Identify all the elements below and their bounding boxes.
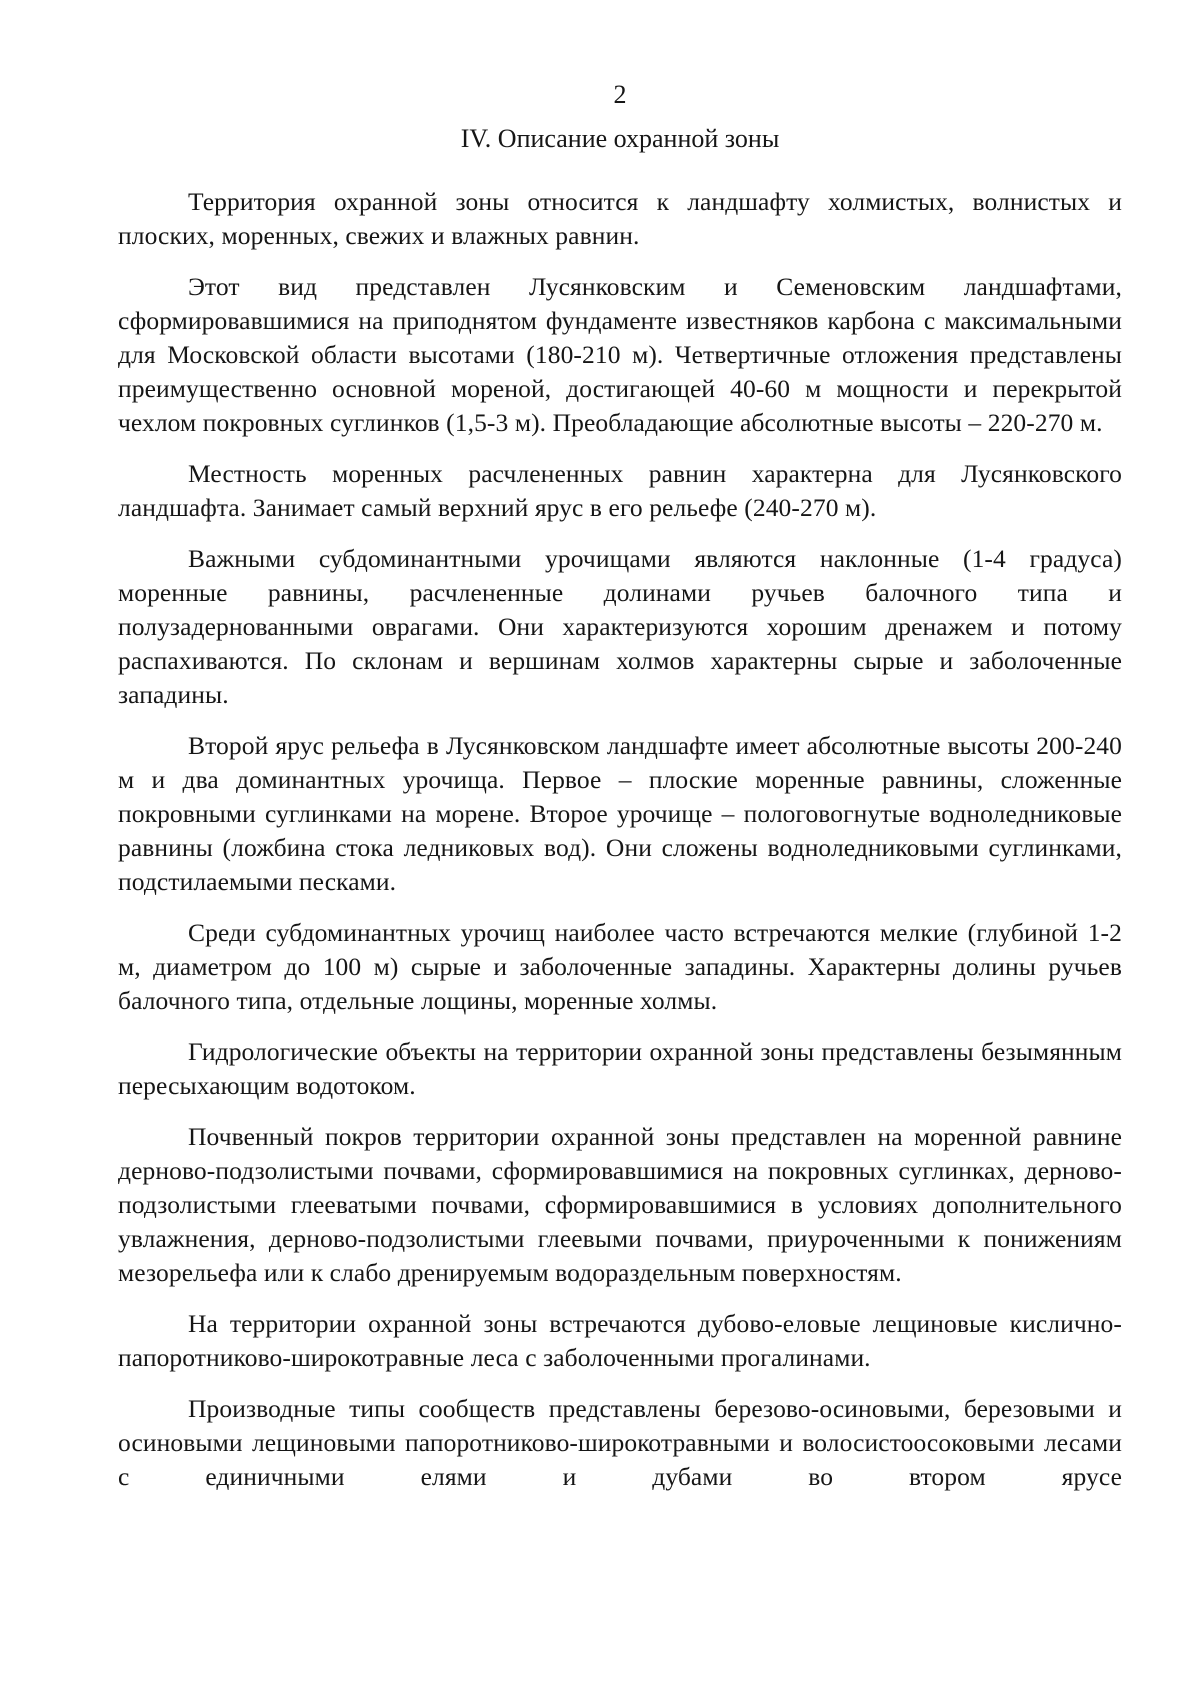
paragraph: На территории охранной зоны встречаются дубово-еловые лещиновые кислично-папоротниково-широкотравные леса с заболоченными прогалинами.: [118, 1309, 1122, 1372]
paragraph: Местность моренных расчлененных равнин характерна для Лусянковского ландшафта. Занимает самый верхний ярус в его рельефе (240-270 м).: [118, 459, 1122, 522]
paragraph: Гидрологические объекты на территории охранной зоны представлены безымянным пересыхающим водотоком.: [118, 1037, 1122, 1100]
paragraph: Этот вид представлен Лусянковским и Семеновским ландшафтами, сформировавшимися на приподнятом фундаменте известняков карбона с максимальными для Московской области высотами (180-210 м). Четвертичные отложения представлены преимущественно основной мореной, достигающей 40-60 м мощности и перекрытой чехлом покровных суглинков (1,5-3 м). Преобладающие абсолютные высоты – 220-270 м.: [118, 272, 1122, 437]
body-text: [118, 185, 1122, 1494]
paragraph: Почвенный покров территории охранной зоны представлен на моренной равнине дерново-подзолистыми почвами, сформировавшимися на покровных суглинках, дерново-подзолистыми глееватыми почвами, сформировавшимися в условиях дополнительного увлажнения, дерново-подзолистыми глеевыми почвами, приуроченными к понижениям мезорельефа или к слабо дренируемым водораздельным поверхностям.: [118, 1122, 1122, 1287]
page-number: 2: [613, 80, 627, 109]
paragraph: Среди субдоминантных урочищ наиболее часто встречаются мелкие (глубиной 1-2 м, диаметром до 100 м) сырые и заболоченные западины. Характерны долины ручьев балочного типа, отдельные лощины, моренные холмы.: [118, 918, 1122, 1015]
paragraph: Второй ярус рельефа в Лусянковском ландшафте имеет абсолютные высоты 200-240 м и два доминантных урочища. Первое – плоские моренные равнины, сложенные покровными суглинками на морене. Второе урочище – пологовогнутые водноледниковые равнины (ложбина стока ледниковых вод). Они сложены водноледниковыми суглинками, подстилаемыми песками.: [118, 731, 1122, 896]
paragraph: Производные типы сообществ представлены березово-осиновыми, березовыми и осиновыми лещиновыми папоротниково-широкотравными и волосистоосоковыми лесами с единичными елями и дубами во втором ярусе: [118, 1394, 1122, 1491]
paragraph: Территория охранной зоны относится к ландшафту холмистых, волнистых и плоских, моренных, свежих и влажных равнин.: [118, 187, 1122, 250]
section-title: IV. Описание охранной зоны: [460, 124, 780, 153]
paragraph: Важными субдоминантными урочищами являются наклонные (1-4 градуса) моренные равнины, расчлененные долинами ручьев балочного типа и полузадернованными оврагами. Они характеризуются хорошим дренажем и потому распахиваются. По склонам и вершинам холмов характерны сырые и заболоченные западины.: [118, 544, 1122, 709]
